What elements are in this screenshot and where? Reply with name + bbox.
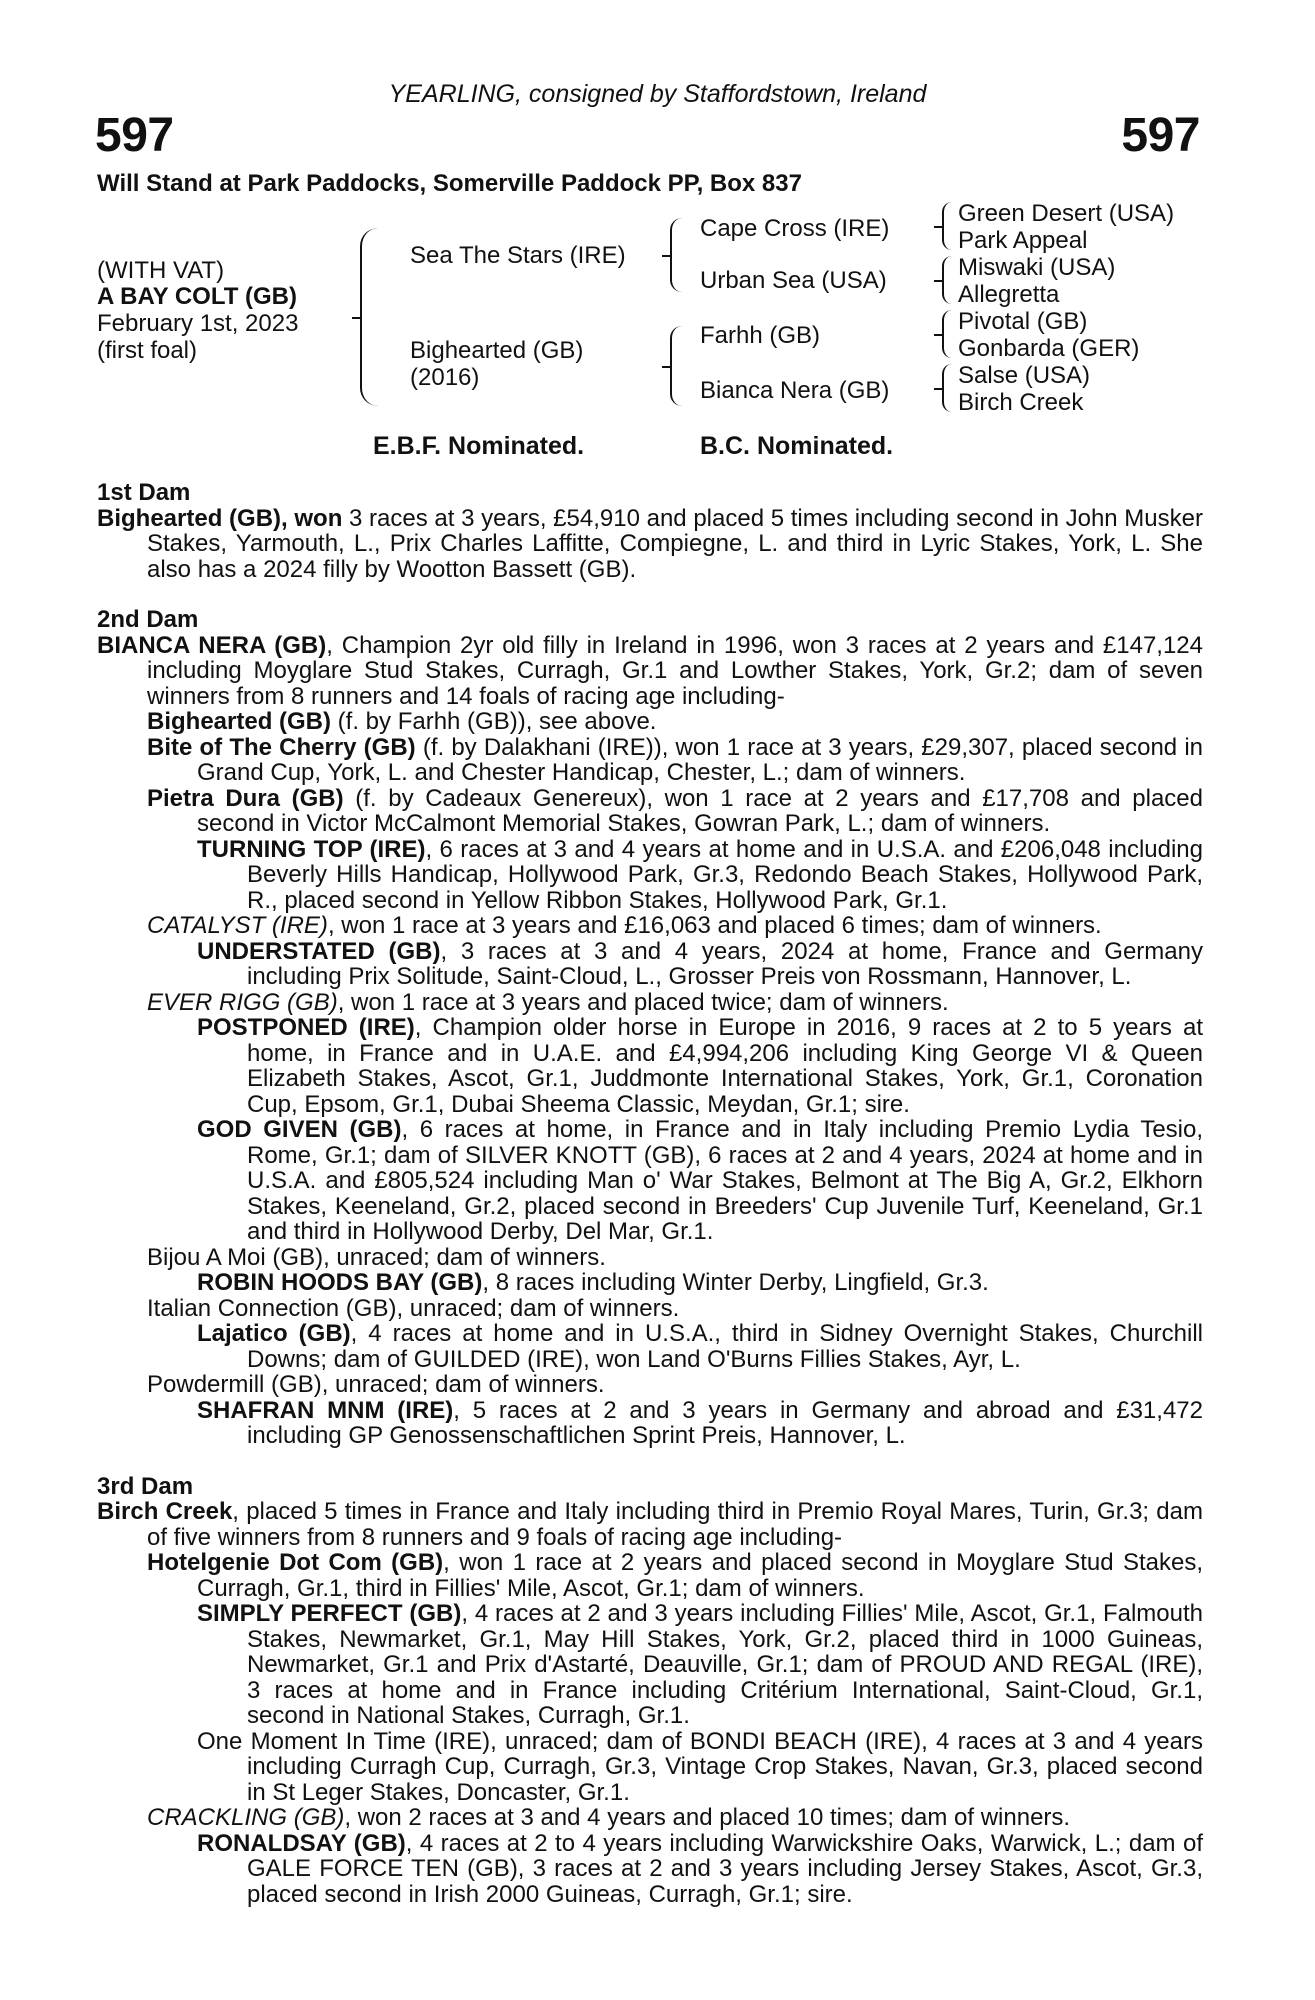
pedigree-g6: Gonbarda (GER) xyxy=(958,335,1140,362)
progeny-entry xyxy=(97,1372,1203,1398)
progeny-record: , 8 races including Winter Derby, Lingfield, Gr.3. xyxy=(482,1269,989,1296)
second-dam-list xyxy=(97,633,1203,1449)
progeny-entry xyxy=(97,913,1203,939)
progeny-entry xyxy=(97,1296,1203,1322)
progeny-name: GOD GIVEN (GB) xyxy=(197,1116,402,1143)
progeny-record: (f. by Cadeaux Genereux), won 1 race at 2 years and £17,708 and placed second in Victor McCalmont Memorial Stakes, Gowran Park, L.; dam of winners. xyxy=(197,784,1203,837)
stand-location: Will Stand at Park Paddocks, Somerville Paddock PP, Box 837 xyxy=(97,170,802,197)
progeny-entry xyxy=(97,1398,1203,1449)
progeny-name: Italian Connection (GB) xyxy=(147,1294,397,1322)
progeny-record: , placed 5 times in France and Italy including third in Premio Royal Mares, Turin, Gr.3; dam of five winners from 8 runners and 9 foals of racing age including- xyxy=(147,1498,1203,1551)
progeny-name: Bite of The Cherry (GB) xyxy=(147,733,416,761)
progeny-record: , Champion older horse in Europe in 2016, 9 races at 2 to 5 years at home, in France and in U.A.E. and £4,994,206 including King George VI & Queen Elizabeth Stakes, Ascot, Gr.1, Juddmonte International Stakes, York, Gr.1, Coronation Cup, Epsom, Gr.1, Dubai Sheema Classic, Meydan, Gr.1; sire. xyxy=(247,1014,1203,1118)
progeny-name: SHAFRAN MNM (IRE) xyxy=(197,1396,454,1424)
brace-g34 xyxy=(942,256,954,304)
brace-g12 xyxy=(942,202,954,250)
progeny-entry xyxy=(97,735,1203,786)
consignment-line: YEARLING, consigned by Staffordstown, Ireland xyxy=(388,80,927,108)
pedigree-brace xyxy=(360,228,384,406)
sire-dam: Urban Sea (USA) xyxy=(700,267,887,294)
third-dam-list xyxy=(97,1499,1203,1907)
foal-note: (first foal) xyxy=(97,337,198,364)
second-dam-heading: 2nd Dam xyxy=(97,606,199,633)
progeny-name: TURNING TOP (IRE) xyxy=(197,835,426,863)
progeny-record: , 4 races at home and in U.S.A., third in Sidney Overnight Stakes, Churchill Downs; dam of GUILDED (IRE), won Land O'Burns Fillies Stakes, Ayr, L. xyxy=(247,1320,1203,1373)
progeny-name: ROBIN HOODS BAY (GB) xyxy=(197,1269,483,1296)
lot-number-left: 597 xyxy=(95,109,174,162)
progeny-name: Bijou A Moi (GB) xyxy=(147,1243,324,1271)
dam-year: (2016) xyxy=(410,364,480,391)
first-dam-entry xyxy=(97,506,1203,583)
ebf-nominated: E.B.F. Nominated. xyxy=(373,432,585,460)
progeny-name: EVER RIGG (GB) xyxy=(147,988,338,1016)
progeny-entry xyxy=(97,1831,1203,1908)
progeny-entry xyxy=(97,1550,1203,1601)
first-dam-text: 3 races at 3 years, £54,910 and placed 5 times including second in John Musker Stakes, Yarmouth, L., Prix Charles Laffitte, Compiegne, L. and third in Lyric Stakes, York, L. She also has a 2024 filly by Wootton Bassett (GB). xyxy=(147,504,1203,583)
progeny-record: , Champion 2yr old filly in Ireland in 1996, won 3 races at 2 years and £147,124 including Moyglare Stud Stakes, Curragh, Gr.1 and Lowther Stakes, York, Gr.2; dam of seven winners from 8 runners and 14 foals of racing age including- xyxy=(147,631,1204,710)
progeny-entry xyxy=(97,1321,1203,1372)
progeny-name: Birch Creek xyxy=(97,1498,233,1525)
progeny-record: , 3 races at 3 and 4 years, 2024 at home, France and Germany including Prix Solitude, Saint-Cloud, L., Grosser Preis von Rossmann, Hannover, L. xyxy=(247,937,1203,990)
sire: Sea The Stars (IRE) xyxy=(410,242,626,269)
horse-name: A BAY COLT (GB) xyxy=(97,283,298,310)
progeny-name: One Moment In Time (IRE) xyxy=(197,1727,491,1755)
progeny-entry xyxy=(97,633,1203,710)
catalogue-body xyxy=(97,480,1203,1907)
progeny-name: CRACKLING (GB) xyxy=(147,1804,345,1831)
sire-sire: Cape Cross (IRE) xyxy=(700,215,890,242)
dam-line-brace xyxy=(670,326,686,406)
pedigree-g7: Salse (USA) xyxy=(958,362,1091,389)
progeny-record: , won 1 race at 2 years and placed second in Moyglare Stud Stakes, Curragh, Gr.1, third in Fillies' Mile, Ascot, Gr.1; dam of winners. xyxy=(197,1549,1203,1602)
brace-g56 xyxy=(942,310,954,358)
progeny-entry xyxy=(97,837,1203,914)
brace-g78 xyxy=(942,364,954,412)
progeny-entry xyxy=(97,990,1203,1016)
progeny-record: , 4 races at 2 and 3 years including Fillies' Mile, Ascot, Gr.1, Falmouth Stakes, Newmarket, Gr.1, May Hill Stakes, York, Gr.2, placed third in 1000 Guineas, Newmarket, Gr.1 and Prix d'Astarté, Deauville, Gr.1; dam of PROUD AND REGAL (IRE), 3 races at home and in France including Critérium International, Saint-Cloud, Gr.1, second in National Stakes, Curragh, Gr.1. xyxy=(247,1600,1203,1729)
first-dam-heading: 1st Dam xyxy=(97,479,191,506)
progeny-name: Powdermill (GB) xyxy=(147,1371,322,1398)
bc-nominated: B.C. Nominated. xyxy=(700,432,894,460)
progeny-record: , won 2 races at 3 and 4 years and placed 10 times; dam of winners. xyxy=(344,1804,1071,1831)
progeny-name: SIMPLY PERFECT (GB) xyxy=(197,1600,462,1627)
progeny-entry xyxy=(97,709,1203,735)
progeny-entry xyxy=(97,1601,1203,1729)
progeny-entry xyxy=(97,1499,1203,1550)
progeny-record: , unraced; dam of winners. xyxy=(321,1371,605,1398)
progeny-name: Lajatico (GB) xyxy=(197,1320,351,1347)
progeny-name: RONALDSAY (GB) xyxy=(197,1829,406,1857)
third-dam-heading: 3rd Dam xyxy=(97,1472,194,1500)
progeny-record: , 6 races at home, in France and in Italy including Premio Lydia Tesio, Rome, Gr.1; dam of SILVER KNOTT (GB), 6 races at 2 and 4 years, 2024 at home and in U.S.A. and £805,524 including Man o' War Stakes, Belmont at The Big A, Gr.2, Elkhorn Stakes, Keeneland, Gr.2, placed second in Breeders' Cup Juvenile Turf, Keeneland, Gr.1 and third in Hollywood Derby, Del Mar, Gr.1. xyxy=(247,1116,1204,1245)
foaling-date: February 1st, 2023 xyxy=(97,310,299,337)
progeny-name: UNDERSTATED (GB) xyxy=(197,937,441,965)
progeny-name: Bighearted (GB) xyxy=(147,708,332,735)
dam: Bighearted (GB) xyxy=(410,337,584,364)
pedigree-g4: Allegretta xyxy=(958,281,1060,308)
progeny-record: , 6 races at 3 and 4 years at home and in U.S.A. and £206,048 including Beverly Hills Handicap, Hollywood Park, Gr.3, Redondo Beach Stakes, Hollywood Park, R., placed second in Yellow Ribbon Stakes, Hollywood Park, Gr.1. xyxy=(247,835,1203,914)
progeny-entry xyxy=(97,939,1203,990)
progeny-name: Hotelgenie Dot Com (GB) xyxy=(147,1549,444,1576)
sire-line-brace xyxy=(670,218,686,292)
pedigree-g3: Miswaki (USA) xyxy=(958,254,1116,281)
progeny-record: , 4 races at 2 to 4 years including Warwickshire Oaks, Warwick, L.; dam of GALE FORCE TEN (GB), 3 races at 2 and 3 years including Jersey Stakes, Ascot, Gr.3, placed second in Irish 2000 Guineas, Curragh, Gr.1; sire. xyxy=(247,1829,1203,1908)
vat-note: (WITH VAT) xyxy=(97,257,225,284)
progeny-record: (f. by Farhh (GB)), see above. xyxy=(331,708,657,735)
progeny-record: , won 1 race at 3 years and placed twice; dam of winners. xyxy=(337,988,949,1016)
dam-dam: Bianca Nera (GB) xyxy=(700,377,890,404)
first-dam-name: Bighearted (GB), won xyxy=(97,504,343,532)
pedigree-g2: Park Appeal xyxy=(958,227,1088,254)
progeny-record: , unraced; dam of winners. xyxy=(396,1294,680,1322)
progeny-record: , unraced; dam of BONDI BEACH (IRE), 4 races at 3 and 4 years including Curragh Cup, Curragh, Gr.3, Vintage Crop Stakes, Navan, Gr.3, placed second in St Leger Stakes, Doncaster, Gr.1. xyxy=(247,1727,1203,1806)
progeny-entry xyxy=(97,1805,1203,1831)
progeny-entry xyxy=(97,1245,1203,1271)
pedigree-g8: Birch Creek xyxy=(958,389,1084,416)
pedigree-g1: Green Desert (USA) xyxy=(958,200,1175,227)
progeny-name: CATALYST (IRE) xyxy=(147,912,328,939)
progeny-record: , won 1 race at 3 years and £16,063 and placed 6 times; dam of winners. xyxy=(327,912,1102,939)
progeny-name: POSTPONED (IRE) xyxy=(197,1014,415,1041)
progeny-entry xyxy=(97,1729,1203,1806)
progeny-record: , 5 races at 2 and 3 years in Germany and abroad and £31,472 including GP Genossenschaftlichen Sprint Preis, Hannover, L. xyxy=(247,1396,1203,1449)
progeny-entry xyxy=(97,1270,1203,1296)
progeny-name: Pietra Dura (GB) xyxy=(147,784,344,812)
lot-number-right: 597 xyxy=(1121,109,1200,162)
progeny-name: BIANCA NERA (GB) xyxy=(97,631,327,659)
pedigree-g5: Pivotal (GB) xyxy=(958,308,1088,335)
progeny-record: , unraced; dam of winners. xyxy=(323,1243,606,1271)
progeny-record: (f. by Dalakhani (IRE)), won 1 race at 3 years, £29,307, placed second in Grand Cup, York, L. and Chester Handicap, Chester, L.; dam of winners. xyxy=(197,733,1203,786)
progeny-entry xyxy=(97,786,1203,837)
dam-sire: Farhh (GB) xyxy=(700,322,821,349)
progeny-entry xyxy=(97,1117,1203,1245)
progeny-entry xyxy=(97,1015,1203,1117)
